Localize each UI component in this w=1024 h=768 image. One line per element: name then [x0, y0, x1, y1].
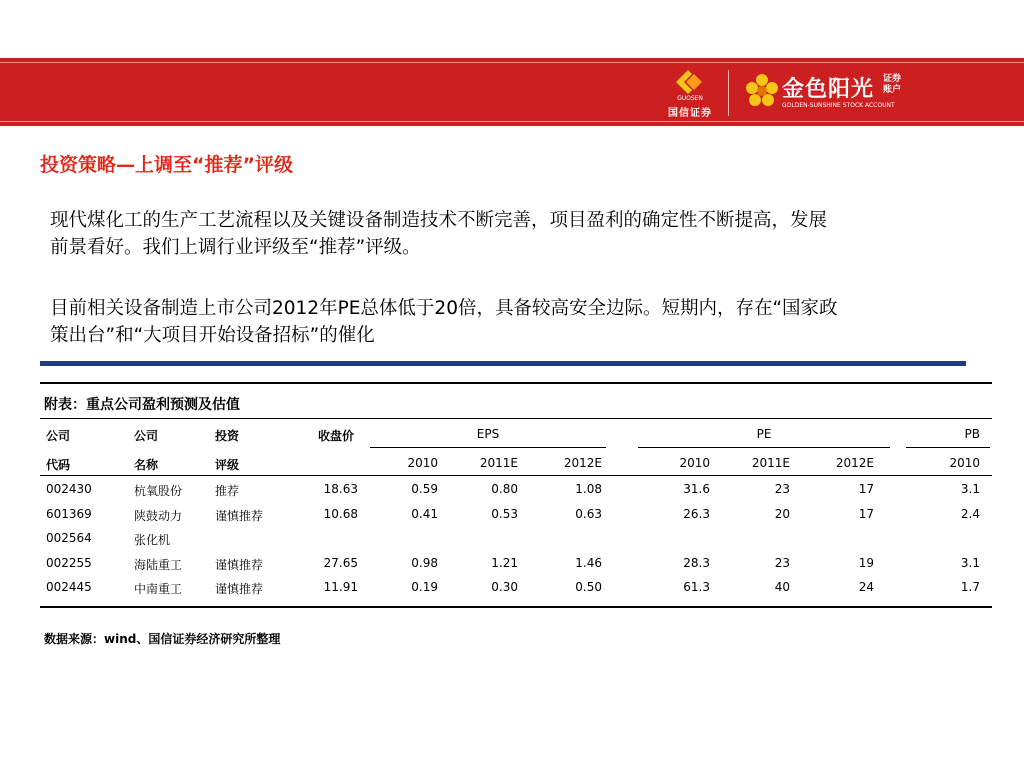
table-cell: 601369 [46, 506, 92, 521]
head-eps-2012e: 2012E [563, 456, 602, 470]
section-title: 投资策略—上调至“推荐”评级 [40, 154, 293, 176]
guosen-logo-cn: 国信证券 [668, 108, 712, 119]
table-cell: 28.3 [683, 555, 710, 570]
table-cell: 谨慎推荐 [215, 557, 264, 572]
table-cell: 40 [774, 580, 790, 594]
table-cell: 002445 [46, 580, 92, 594]
table-cell: 0.50 [575, 580, 602, 594]
table-cell: 10.68 [323, 506, 358, 521]
table-cell: 19 [858, 555, 874, 570]
table-cell: 1.7 [960, 580, 980, 594]
table-cell: 1.46 [575, 555, 602, 570]
table-cell: 谨慎推荐 [215, 582, 264, 596]
table-cell: 0.59 [411, 482, 438, 496]
table-cell: 002255 [46, 555, 92, 570]
table-cell: 推荐 [215, 484, 240, 498]
table-cell: 张化机 [134, 533, 171, 547]
head-pe-2011e: 2011E [751, 456, 790, 470]
head-eps: EPS [476, 427, 500, 441]
table-cell: 3.1 [960, 555, 980, 570]
table-cell: 23 [774, 555, 790, 570]
golden-sunshine-logo-side: 证券 账户 [883, 74, 902, 95]
table-cell: 20 [774, 506, 790, 521]
table-cell: 谨慎推荐 [215, 508, 264, 523]
table-cell: 17 [858, 506, 874, 521]
table-cell: 0.63 [575, 506, 602, 521]
table-cell: 0.80 [491, 482, 518, 496]
head-company-code-2: 代码 [46, 458, 71, 472]
head-rating-1: 投资 [215, 429, 240, 443]
table-cell: 0.19 [411, 580, 438, 594]
table-cell: 002564 [46, 531, 92, 545]
table-cell: 0.53 [491, 506, 518, 521]
golden-sunshine-logo-cn: 金色阳光 [782, 77, 875, 102]
table-cell: 0.41 [411, 506, 438, 521]
table-cell: 0.30 [491, 580, 518, 594]
table-cell: 18.63 [323, 482, 358, 496]
head-close-price: 收盘价 [318, 429, 355, 443]
golden-sunshine-logo [738, 66, 918, 118]
head-company-name-2: 名称 [134, 458, 159, 472]
head-pe: PE [756, 427, 772, 441]
head-company-name-1: 公司 [134, 429, 159, 443]
head-pe-2010: 2010 [679, 456, 710, 470]
head-pb: PB [964, 427, 980, 441]
guosen-logo-en: GUOSEN [677, 95, 703, 102]
table-cell: 1.21 [491, 555, 518, 570]
head-pb-2010: 2010 [949, 456, 980, 470]
table-cell: 17 [858, 482, 874, 496]
divider-rule [40, 361, 966, 366]
head-pe-2012e: 2012E [835, 456, 874, 470]
table-cell: 26.3 [683, 506, 710, 521]
forecast-table [40, 372, 992, 612]
table-cell: 3.1 [960, 482, 980, 496]
paragraph-1: 现代煤化工的生产工艺流程以及关键设备制造技术不断完善，项目盈利的确定性不断提高，发展前景看好。我们上调行业评级至“推荐”评级。 [50, 210, 828, 258]
table-cell: 陕鼓动力 [134, 508, 183, 523]
table-cell: 中南重工 [134, 582, 183, 596]
guosen-logo [660, 66, 720, 118]
golden-sunshine-logo-en: GOLDEN-SUNSHINE STOCK ACCOUNT [782, 102, 895, 109]
table-cell: 0.98 [411, 555, 438, 570]
table-cell: 24 [858, 580, 874, 594]
sunflower-icon [744, 72, 780, 108]
table-cell: 23 [774, 482, 790, 496]
head-eps-2010: 2010 [407, 456, 438, 470]
table-cell: 杭氧股份 [134, 484, 183, 498]
table-cell: 1.08 [575, 482, 602, 496]
head-rating-2: 评级 [215, 458, 240, 472]
paragraph-2: 目前相关设备制造上市公司2012年PE总体低于20倍，具备较高安全边际。短期内，存在“国家政策出台”和“大项目开始设备招标”的催化 [50, 298, 838, 346]
guosen-logo-icon [674, 68, 704, 94]
table-cell: 11.91 [323, 580, 358, 594]
table-cell: 31.6 [683, 482, 710, 496]
head-eps-2011e: 2011E [479, 456, 518, 470]
table-cell: 002430 [46, 482, 92, 496]
table-cell: 27.65 [323, 555, 358, 570]
head-company-code-1: 公司 [46, 429, 71, 443]
table-cell: 61.3 [683, 580, 710, 594]
table-cell: 海陆重工 [134, 557, 183, 572]
table-caption: 附表：重点公司盈利预测及估值 [44, 397, 240, 413]
table-cell: 2.4 [960, 506, 980, 521]
data-source-note: 数据来源：wind、国信证券经济研究所整理 [44, 632, 281, 646]
logo-divider [728, 70, 729, 116]
